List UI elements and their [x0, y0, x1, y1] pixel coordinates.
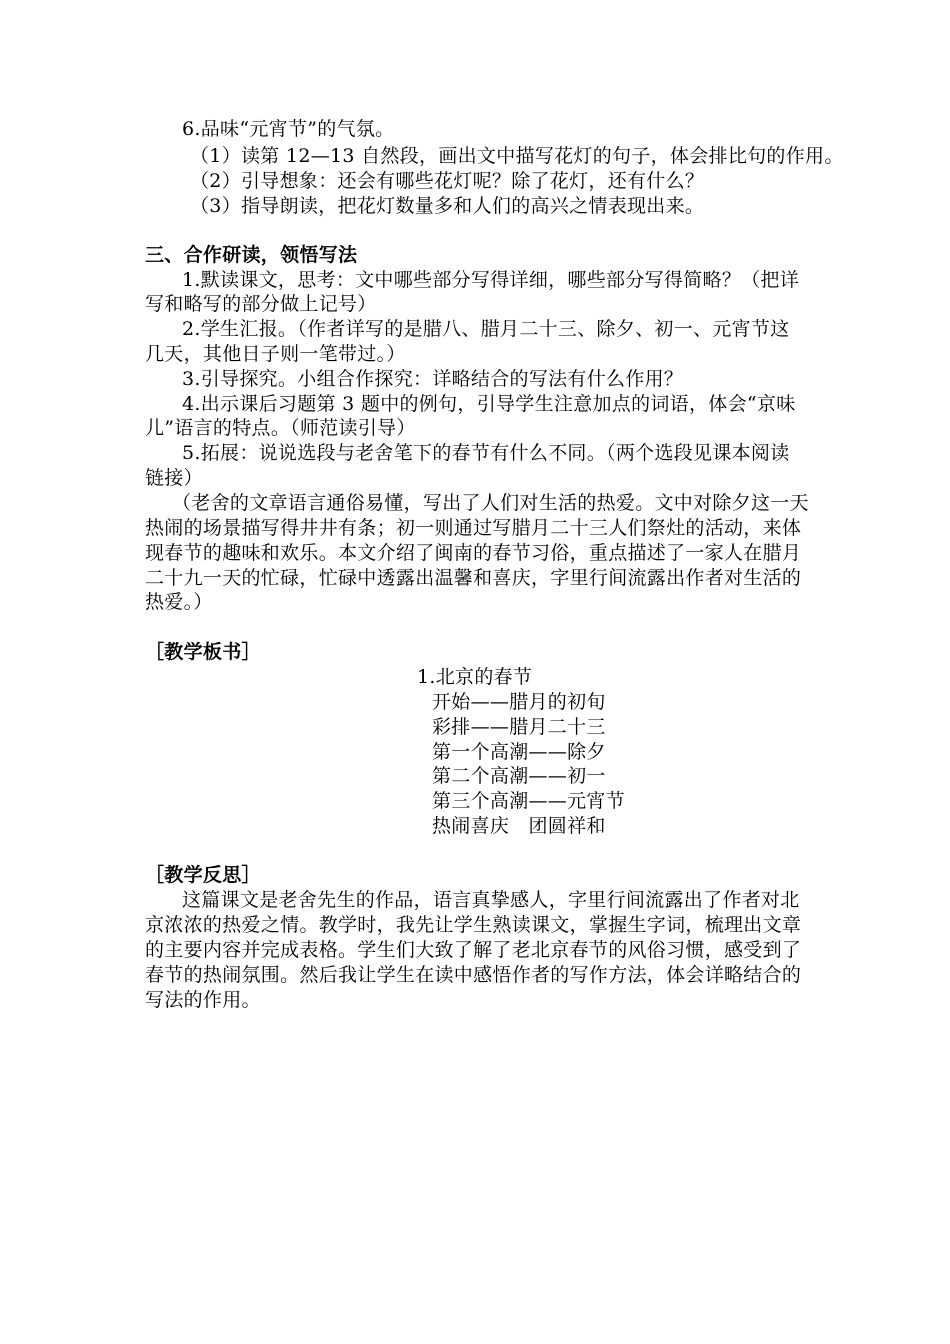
- section3-item1-line2: 写和略写的部分做上记号）: [145, 293, 377, 315]
- section3-item2-line1: 2.学生汇报。（作者详写的是腊八、腊月二十三、除夕、初一、元宵节这: [182, 318, 790, 340]
- section3-item4-line2: 儿”语言的特点。（师范读引导）: [145, 417, 416, 439]
- reflection-line4: 春节的热闹氛围。然后我让学生在读中感悟作者的写作方法，体会详略结合的: [145, 964, 802, 986]
- reflection-line5: 写法的作用。: [145, 989, 261, 1011]
- board-line-5: 第三个高潮——元宵节: [432, 790, 626, 812]
- item6-sub-2: （2）引导想象：还会有哪些花灯呢？除了花灯，还有什么？: [190, 170, 705, 192]
- section3-note-line4: 二十九一天的忙碌，忙碌中透露出温馨和喜庆，字里行间流露出作者对生活的: [145, 567, 802, 589]
- section3-item4-line1: 4.出示课后习题第 3 题中的例句，引导学生注意加点的词语，体会“京味: [182, 393, 796, 415]
- reflection-heading: ［教学反思］: [145, 864, 261, 886]
- section3-item2-line2: 几天，其他日子则一笔带过。）: [145, 343, 406, 365]
- section3-note-line2: 热闹的场景描写得井井有条；初一则通过写腊月二十三人们祭灶的活动，来体: [145, 517, 802, 539]
- board-line-4: 第二个高潮——初一: [432, 765, 606, 787]
- item6-sub-1: （1）读第 12—13 自然段，画出文中描写花灯的句子，体会排比句的作用。: [190, 145, 844, 167]
- section3-note-line5: 热爱。）: [145, 591, 213, 613]
- board-line-1: 开始——腊月的初旬: [432, 691, 606, 713]
- reflection-line2: 京浓浓的热爱之情。教学时，我先让学生熟读课文，掌握生字词，梳理出文章: [145, 914, 802, 936]
- section3-item5-line2: 链接）: [145, 467, 203, 489]
- section3-item3: 3.引导探究。小组合作探究：详略结合的写法有什么作用？: [182, 368, 684, 390]
- board-line-2: 彩排——腊月二十三: [432, 716, 606, 738]
- section3-heading: 三、合作研读，领悟写法: [145, 244, 358, 266]
- section3-item5-line1: 5.拓展：说说选段与老舍笔下的春节有什么不同。（两个选段见课本阅读: [182, 442, 790, 464]
- board-line-3: 第一个高潮——除夕: [432, 741, 606, 763]
- item6-sub-3: （3）指导朗读，把花灯数量多和人们的高兴之情表现出来。: [190, 195, 705, 217]
- reflection-line3: 的主要内容并完成表格。学生们大致了解了老北京春节的风俗习惯，感受到了: [145, 939, 802, 961]
- section3-item1-line1: 1.默读课文，思考：文中哪些部分写得详细，哪些部分写得简略？（把详: [182, 269, 800, 291]
- section3-note-line1: （老舍的文章语言通俗易懂，写出了人们对生活的热爱。文中对除夕这一天: [172, 492, 809, 514]
- board-heading: ［教学板书］: [145, 641, 261, 663]
- section3-note-line3: 现春节的趣味和欢乐。本文介绍了闽南的春节习俗，重点描述了一家人在腊月: [145, 542, 802, 564]
- reflection-line1: 这篇课文是老舍先生的作品，语言真挚感人，字里行间流露出了作者对北: [182, 889, 800, 911]
- item6-title: 6.品味“元宵节”的气氛。: [182, 118, 395, 140]
- board-line-6: 热闹喜庆 团圆祥和: [432, 815, 606, 837]
- board-title: 1.北京的春节: [417, 666, 533, 688]
